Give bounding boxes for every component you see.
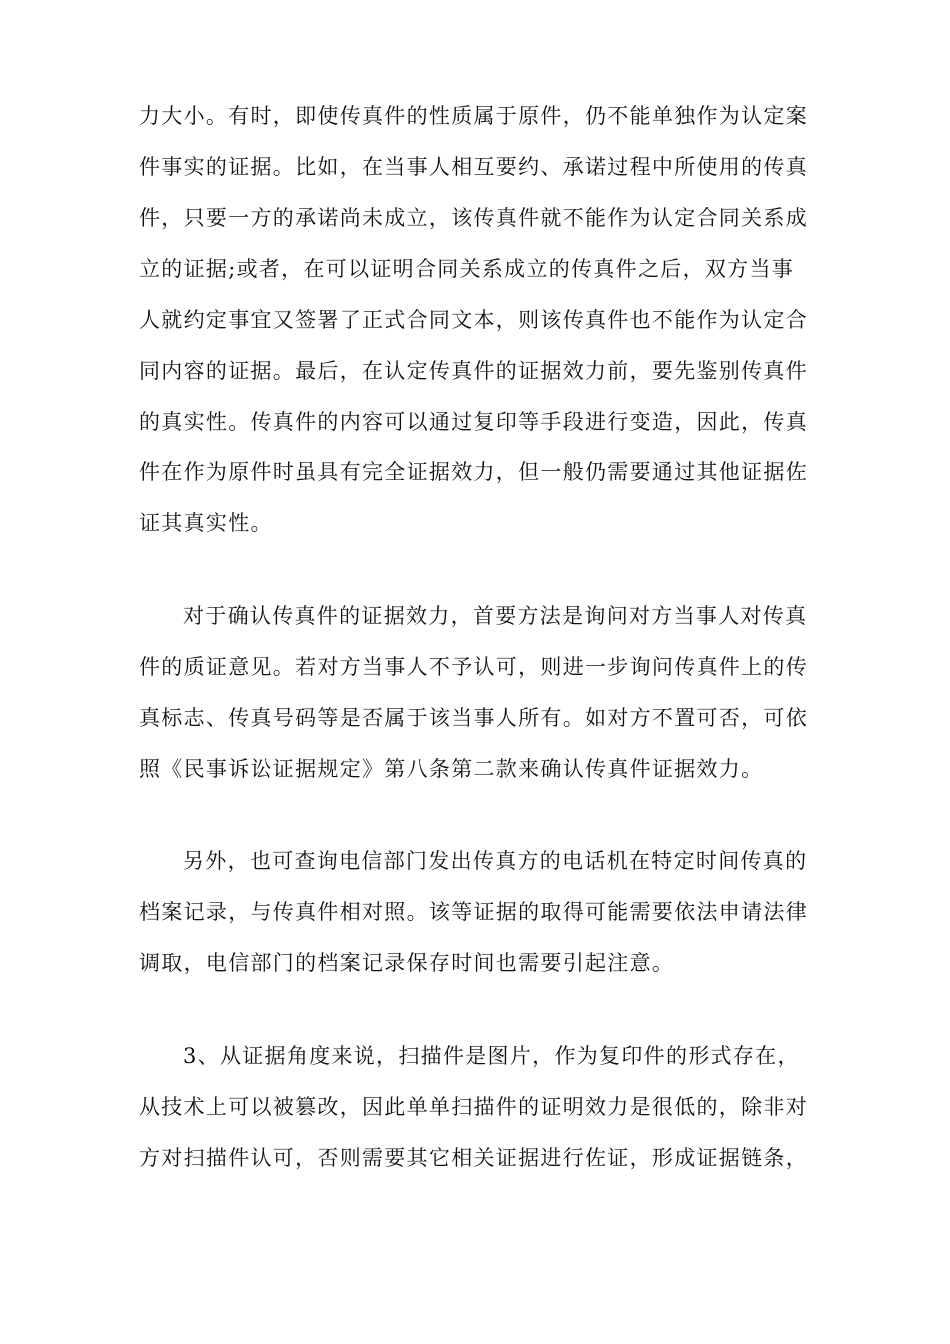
text-line: 件，只要一方的承诺尚未成立，该传真件就不能作为认定合同关系成 [139,206,808,230]
text-line: 件在作为原件时虽具有完全证据效力，但一般仍需要通过其他证据佐 [139,460,808,484]
text-line: 调取，电信部门的档案记录保存时间也需要引起注意。 [139,951,675,975]
text-line: 立的证据;或者，在可以证明合同关系成立的传真件之后，双方当事 [139,257,795,281]
text-line: 同内容的证据。最后，在认定传真件的证据效力前，要先鉴别传真件 [139,359,808,383]
text-line: 对于确认传真件的证据效力，首要方法是询问对方当事人对传真 [183,604,808,628]
text-line: 人就约定事宜又签署了正式合同文本，则该传真件也不能作为认定合 [139,308,808,332]
text-line: 真标志、传真号码等是否属于该当事人所有。如对方不置可否，可依 [139,706,808,730]
text-line: 件的质证意见。若对方当事人不予认可，则进一步询问传真件上的传 [139,655,808,679]
text-line: 的真实性。传真件的内容可以通过复印等手段进行变造，因此，传真 [139,410,808,434]
text-line: 力大小。有时，即使传真件的性质属于原件，仍不能单独作为认定案 [139,104,808,128]
text-line: 件事实的证据。比如，在当事人相互要约、承诺过程中所使用的传真 [139,155,808,179]
text-line: 证其真实性。 [139,511,273,535]
text-line: 从技术上可以被篡改，因此单单扫描件的证明效力是很低的，除非对 [139,1095,808,1119]
text-line: 照《民事诉讼证据规定》第八条第二款来确认传真件证据效力。 [139,757,764,781]
text-line: 3、从证据角度来说，扫描件是图片，作为复印件的形式存在， [183,1044,800,1068]
text-line: 另外，也可查询电信部门发出传真方的电话机在特定时间传真的 [183,849,808,873]
text-line: 方对扫描件认可，否则需要其它相关证据进行佐证，形成证据链条， [139,1146,808,1170]
text-line: 档案记录，与传真件相对照。该等证据的取得可能需要依法申请法律 [139,900,808,924]
